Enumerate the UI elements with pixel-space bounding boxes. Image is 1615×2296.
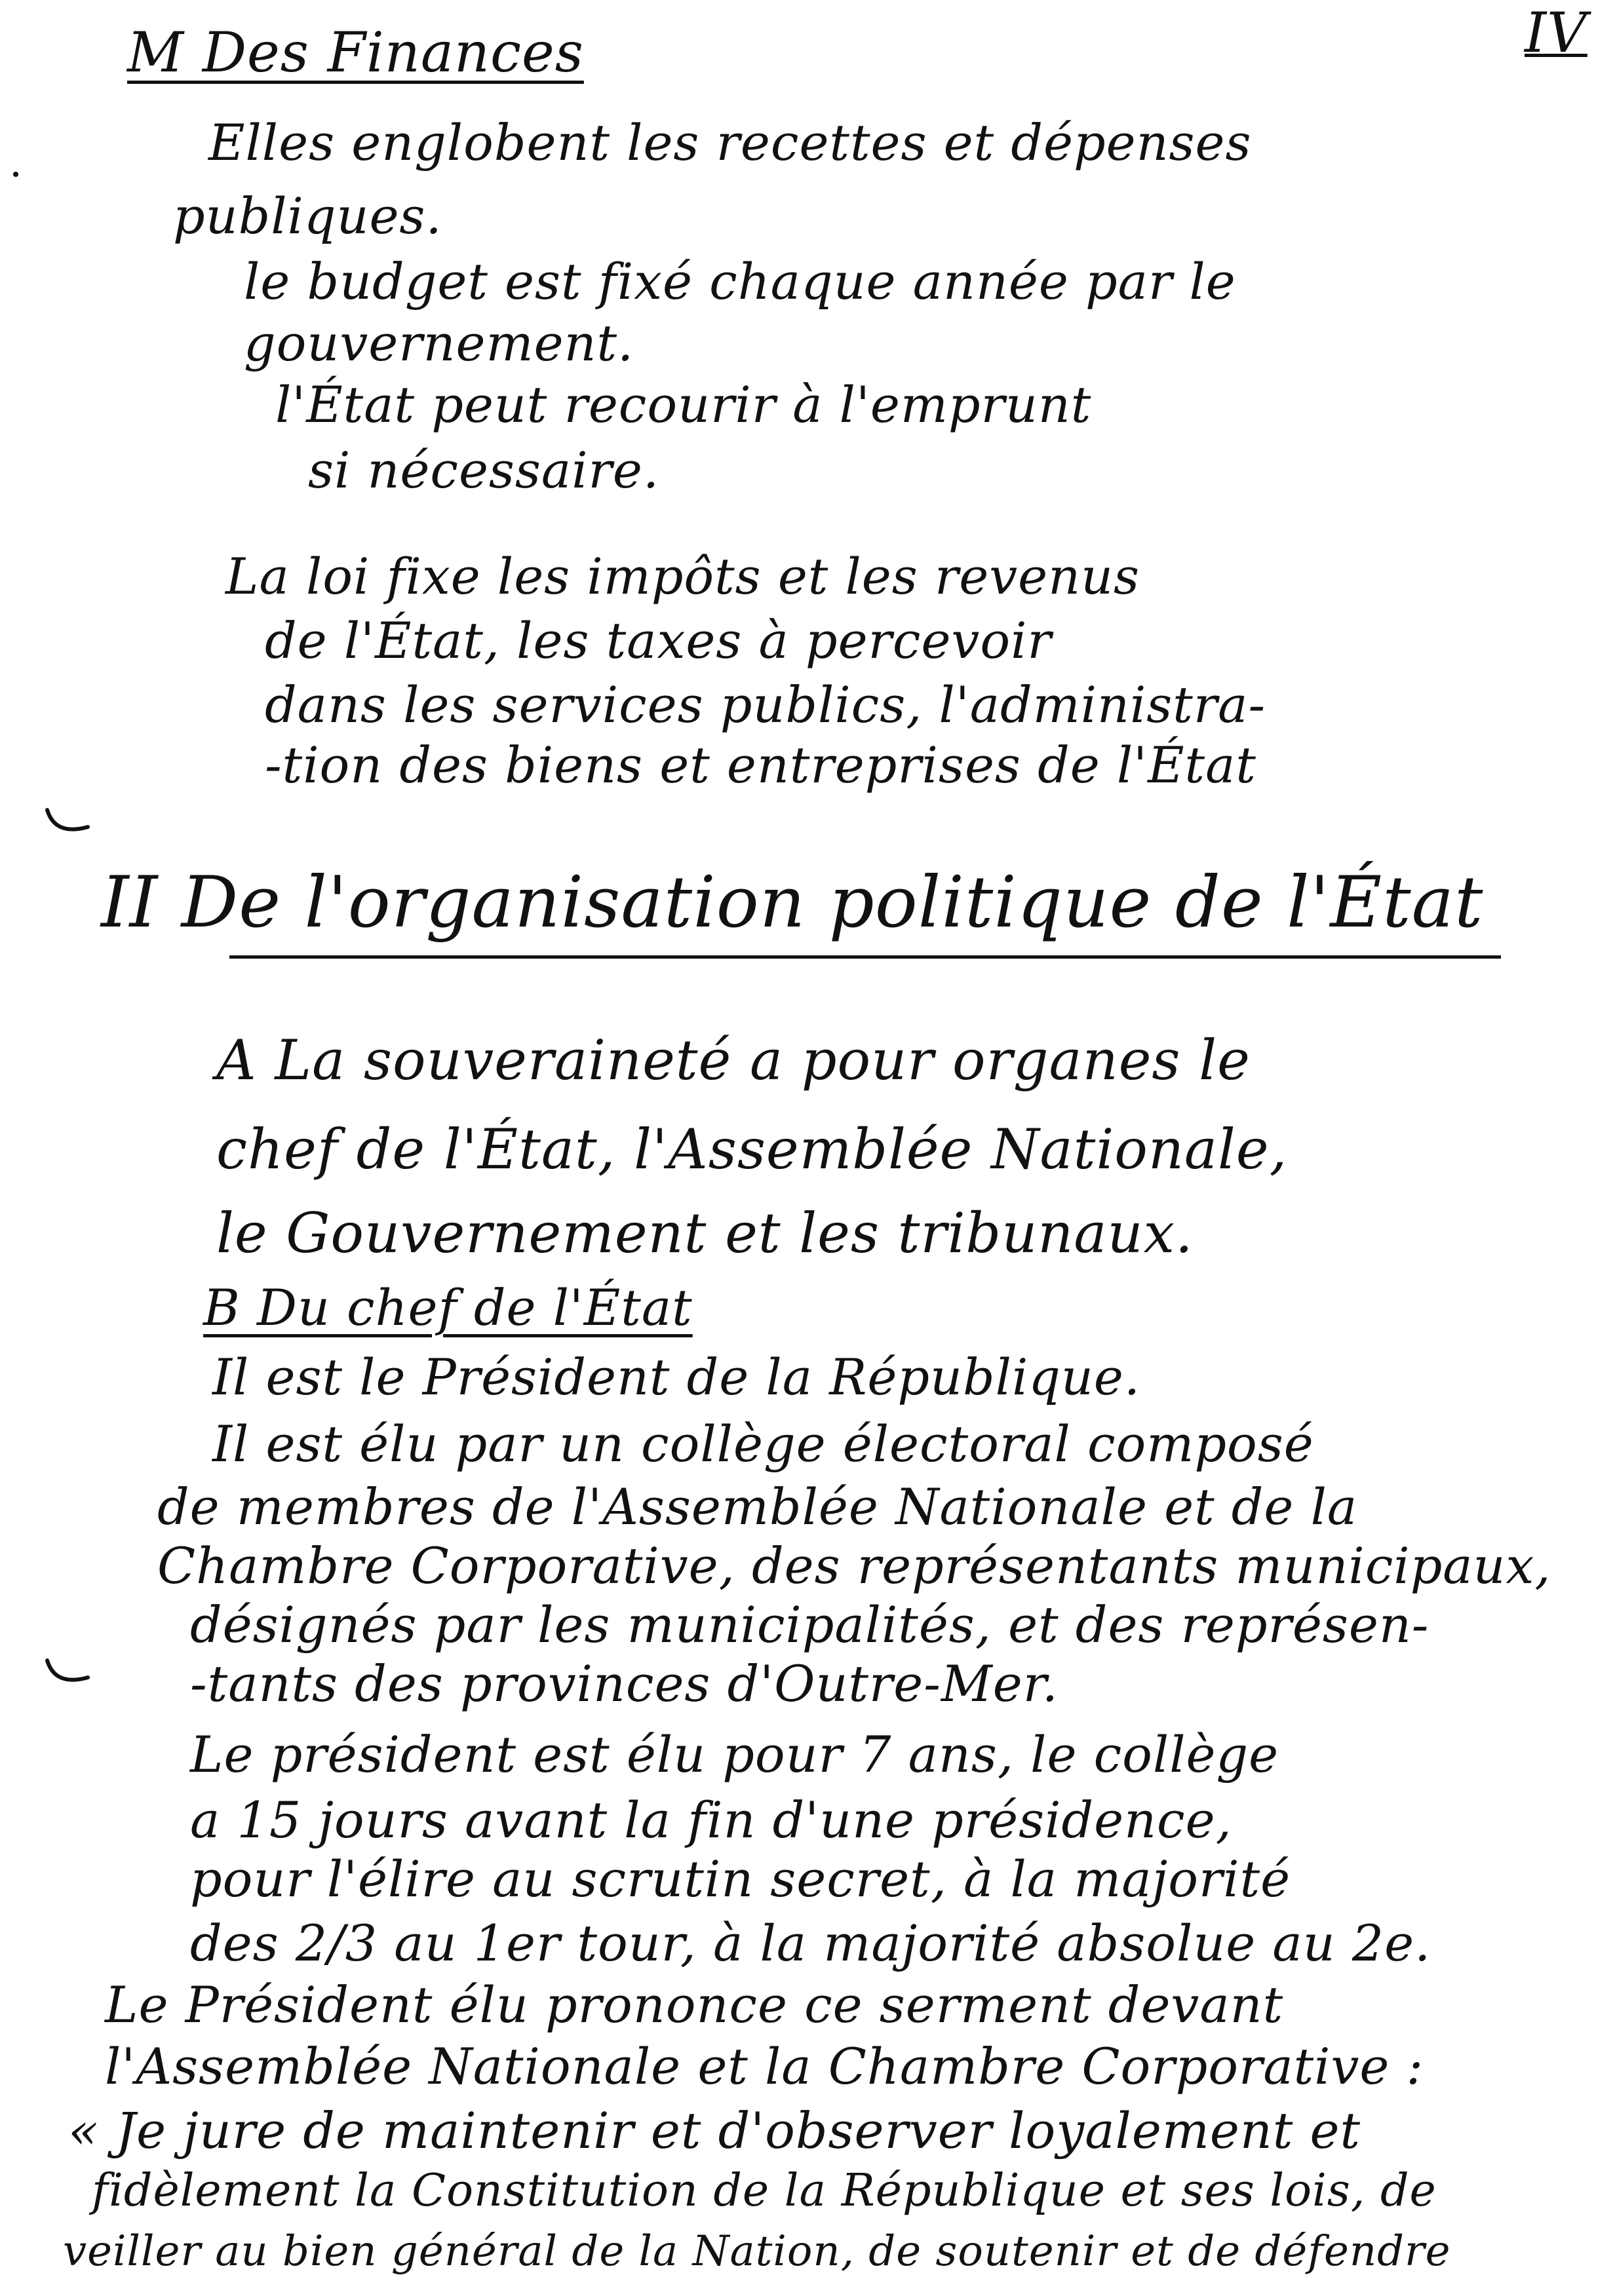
section-m-line-8: de l'État, les taxes à percevoir: [265, 611, 1052, 670]
margin-arc-mark: [42, 1655, 94, 1694]
part-b-line-9: pour l'élire au scrutin secret, à la majorité: [190, 1850, 1291, 1908]
oath-line-2: fidèlement la Constitution de la République et ses lois, de: [92, 2165, 1437, 2217]
part-b-heading: B Du chef de l'État: [203, 1278, 693, 1337]
section-m-line-10: -tion des biens et entreprises de l'État: [265, 736, 1256, 794]
page-number: IV: [1525, 1, 1587, 65]
part-b-line-6: -tants des provinces d'Outre-Mer.: [190, 1655, 1059, 1713]
margin-arc-mark: [42, 805, 94, 844]
section-ii-underline: [229, 955, 1501, 959]
oath-line-3: veiller au bien général de la Nation, de soutenir et de défendre: [63, 2227, 1451, 2276]
section-m-heading: M Des Finances: [127, 20, 584, 85]
part-b-line-5: désignés par les municipalités, et des représen-: [190, 1596, 1430, 1654]
ink-dot: [13, 172, 18, 177]
part-b-line-7: Le président est élu pour 7 ans, le collège: [190, 1725, 1279, 1784]
section-m-line-9: dans les services publics, l'administra-: [265, 676, 1266, 734]
part-b-line-4: Chambre Corporative, des représentants municipaux,: [157, 1537, 1551, 1595]
part-a-line-3: le Gouvernement et les tribunaux.: [216, 1201, 1194, 1265]
section-m-line-2: publiques.: [173, 187, 442, 245]
section-m-line-6: si nécessaire.: [308, 441, 660, 499]
section-m-line-5: l'État peut recourir à l'emprunt: [275, 375, 1092, 434]
part-a-line-1: A La souveraineté a pour organes le: [216, 1028, 1251, 1092]
part-b-line-3: de membres de l'Assemblée Nationale et de la: [157, 1478, 1358, 1536]
section-m-line-3: le budget est fixé chaque année par le: [244, 252, 1236, 311]
part-b-line-1: Il est le Président de la République.: [212, 1348, 1140, 1406]
section-m-line-7: La loi fixe les impôts et les revenus: [225, 547, 1140, 605]
oath-line-1: « Je jure de maintenir et d'observer loyalement et: [68, 2101, 1361, 2160]
part-b-line-8: a 15 jours avant la fin d'une présidence,: [190, 1791, 1232, 1849]
part-b-line-2: Il est élu par un collège électoral composé: [212, 1415, 1314, 1473]
part-b-line-11: Le Président élu prononce ce serment devant: [105, 1976, 1284, 2034]
part-b-line-10: des 2/3 au 1er tour, à la majorité absolue au 2e.: [190, 1914, 1431, 1972]
part-b-line-12: l'Assemblée Nationale et la Chambre Corporative :: [105, 2037, 1424, 2095]
section-m-line-1: Elles englobent les recettes et dépenses: [208, 113, 1252, 172]
section-ii-heading: II De l'organisation politique de l'État: [101, 862, 1484, 944]
part-a-line-2: chef de l'État, l'Assemblée Nationale,: [216, 1117, 1288, 1181]
section-m-line-4: gouvernement.: [244, 314, 634, 372]
